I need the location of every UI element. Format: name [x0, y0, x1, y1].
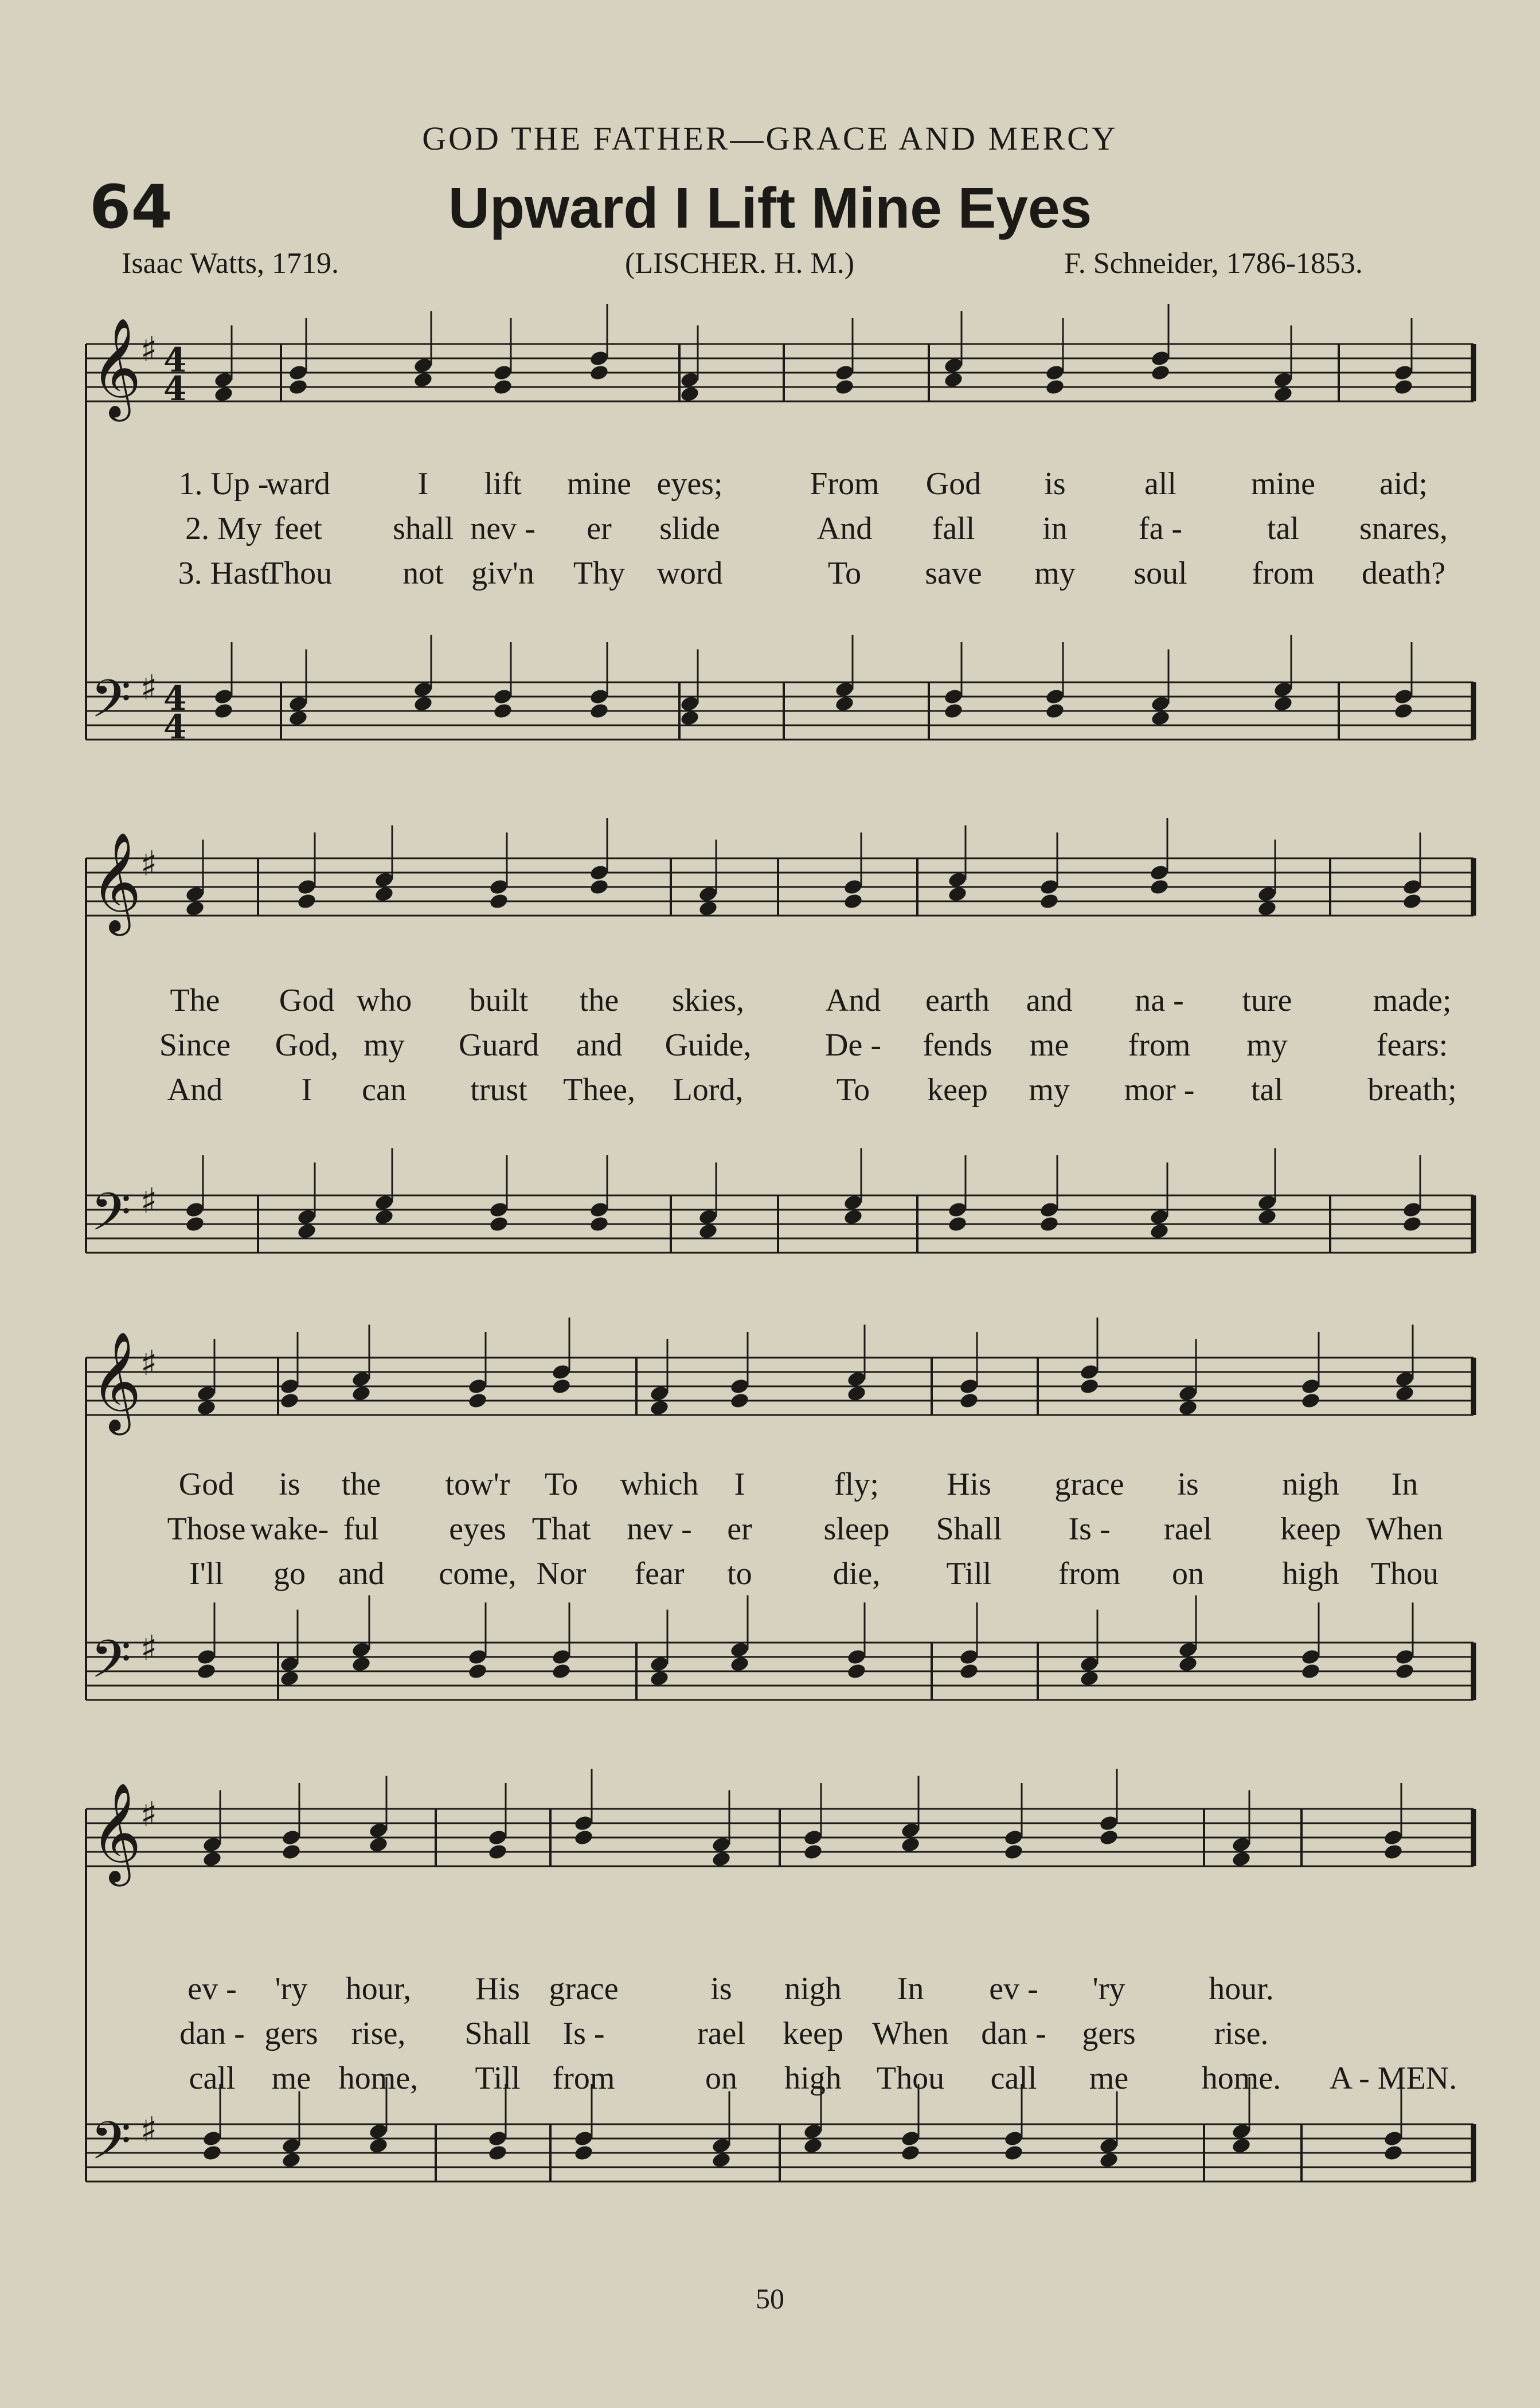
- note-head: [1394, 1385, 1415, 1402]
- key-signature: ♯: [140, 1343, 158, 1383]
- lyric-syllable: home,: [338, 2061, 419, 2096]
- clef-symbol: 𝄢: [91, 1629, 131, 1702]
- time-signature: 4: [163, 369, 187, 408]
- lyric-syllable: trust: [470, 1072, 527, 1108]
- lyric-syllable: dan -: [179, 2016, 245, 2051]
- lyric-syllable: call: [990, 2061, 1037, 2096]
- note-head: [213, 702, 234, 720]
- note-head: [729, 1392, 750, 1410]
- lyric-syllable: To: [836, 1072, 870, 1108]
- lyric-syllable: me: [1089, 2061, 1129, 2096]
- lyric-syllable: A - MEN.: [1329, 2061, 1457, 2096]
- note-head: [1383, 1843, 1404, 1861]
- lyric-syllable: Thou: [876, 2061, 945, 2096]
- note-head: [1149, 878, 1170, 896]
- lyric-syllable: my: [1029, 1072, 1070, 1108]
- lyric-syllable: From: [810, 466, 880, 502]
- note-head: [1150, 709, 1171, 727]
- lyric-syllable: who: [356, 983, 412, 1018]
- lyric-syllable: When: [1366, 1511, 1443, 1547]
- note-head: [1273, 385, 1293, 403]
- note-head: [1383, 2144, 1404, 2162]
- lyric-syllable: fa -: [1138, 511, 1183, 546]
- note-head: [1178, 1655, 1198, 1673]
- lyric-syllable: Thou: [1370, 1556, 1439, 1592]
- lyric-syllable: And: [825, 983, 881, 1018]
- clef-symbol: 𝄢: [91, 1182, 131, 1255]
- note-head: [487, 2144, 508, 2162]
- note-head: [1003, 1843, 1024, 1861]
- note-head: [1099, 2151, 1119, 2169]
- key-signature: ♯: [140, 330, 158, 370]
- note-head: [729, 1655, 750, 1673]
- lyric-syllable: my: [1034, 556, 1076, 591]
- author-credit: Isaac Watts, 1719.: [122, 247, 339, 280]
- lyric-syllable: 'ry: [1092, 1971, 1125, 2007]
- lyric-syllable: gers: [264, 2016, 318, 2051]
- lyric-syllable: 'ry: [275, 1971, 308, 2007]
- note-head: [288, 709, 308, 727]
- lyric-syllable: fear: [634, 1556, 685, 1592]
- note-head: [589, 702, 609, 720]
- lyric-syllable: God: [925, 466, 982, 502]
- note-head: [943, 371, 964, 389]
- lyric-syllable: To: [544, 1467, 579, 1502]
- lyric-syllable: When: [872, 2016, 949, 2051]
- note-head: [1300, 1392, 1321, 1410]
- lyric-syllable: ture: [1242, 983, 1292, 1018]
- lyric-line: [0, 1555, 1540, 1596]
- time-signature: 4: [163, 707, 187, 746]
- note-head: [589, 878, 609, 896]
- hymn-title: Upward I Lift Mine Eyes: [448, 176, 1092, 240]
- lyric-syllable: fends: [923, 1027, 992, 1063]
- note-head: [959, 1392, 979, 1410]
- tune-meter: (LISCHER. H. M.): [625, 247, 855, 280]
- lyric-line: [0, 1511, 1540, 1551]
- note-head: [843, 1208, 863, 1226]
- lyric-syllable: Lord,: [673, 1072, 744, 1108]
- lyric-syllable: on: [705, 2061, 737, 2096]
- lyric-syllable: I: [301, 1072, 312, 1108]
- lyric-syllable: fall: [932, 511, 975, 546]
- lyric-syllable: 2. My: [185, 511, 262, 546]
- note-head: [589, 364, 609, 382]
- note-head: [900, 2144, 921, 2162]
- lyric-syllable: word: [656, 556, 723, 591]
- note-head: [374, 885, 394, 903]
- lyric-syllable: nigh: [1282, 1467, 1339, 1502]
- note-head: [900, 1836, 921, 1854]
- lyric-syllable: tow'r: [445, 1467, 510, 1502]
- lyric-syllable: ward: [266, 466, 330, 502]
- lyric-syllable: I: [417, 466, 429, 502]
- lyric-syllable: come,: [439, 1556, 517, 1592]
- note-head: [1273, 695, 1293, 713]
- note-head: [493, 378, 513, 396]
- lyric-syllable: eyes: [449, 1511, 506, 1547]
- clef-symbol: 𝄞: [91, 1331, 142, 1431]
- lyric-syllable: Shall: [936, 1511, 1002, 1547]
- lyric-syllable: and: [1026, 983, 1073, 1018]
- note-head: [711, 2151, 732, 2169]
- lyric-syllable: The: [170, 983, 220, 1018]
- note-head: [843, 893, 863, 910]
- note-head: [649, 1670, 670, 1687]
- lyric-syllable: sleep: [823, 1511, 890, 1547]
- lyric-syllable: er: [727, 1511, 752, 1547]
- lyric-syllable: can: [362, 1072, 407, 1108]
- lyric-syllable: rael: [697, 2016, 745, 2051]
- lyric-syllable: in: [1042, 511, 1068, 546]
- lyric-syllable: Thee,: [563, 1072, 635, 1108]
- lyric-syllable: Is -: [562, 2016, 605, 2051]
- note-head: [698, 1222, 718, 1240]
- lyric-syllable: tal: [1251, 1072, 1283, 1108]
- note-head: [1039, 1215, 1060, 1233]
- lyric-syllable: keep: [783, 2016, 843, 2051]
- note-head: [279, 1392, 300, 1410]
- lyric-syllable: is: [1177, 1467, 1199, 1502]
- lyric-line: [0, 982, 1540, 1022]
- key-signature: ♯: [140, 2110, 158, 2150]
- lyric-syllable: nev -: [627, 1511, 692, 1547]
- lyric-syllable: is: [279, 1467, 300, 1502]
- lyric-syllable: Is -: [1068, 1511, 1111, 1547]
- lyric-syllable: mine: [567, 466, 631, 502]
- note-head: [1402, 893, 1422, 910]
- note-head: [202, 1850, 222, 1868]
- lyric-syllable: fears:: [1376, 1027, 1448, 1063]
- note-head: [351, 1655, 372, 1673]
- lyric-syllable: from: [1128, 1027, 1191, 1063]
- lyric-syllable: I: [734, 1467, 745, 1502]
- lyric-syllable: His: [947, 1467, 991, 1502]
- lyric-syllable: not: [402, 556, 444, 591]
- lyric-syllable: That: [531, 1511, 591, 1547]
- lyric-syllable: ev -: [989, 1971, 1038, 2007]
- note-head: [281, 1843, 302, 1861]
- time-signature: 4: [163, 679, 187, 718]
- lyric-syllable: my: [1246, 1027, 1288, 1063]
- note-head: [1231, 1850, 1252, 1868]
- lyric-line: [0, 510, 1540, 550]
- lyric-syllable: God: [178, 1467, 234, 1502]
- lyric-syllable: Till: [475, 2061, 521, 2096]
- lyric-syllable: mine: [1251, 466, 1315, 502]
- note-head: [1393, 378, 1414, 396]
- note-head: [711, 1850, 732, 1868]
- section-title: GOD THE FATHER—GRACE AND MERCY: [422, 120, 1118, 157]
- lyric-syllable: Since: [159, 1027, 231, 1063]
- note-head: [589, 1215, 609, 1233]
- note-head: [288, 378, 308, 396]
- lyric-syllable: 1. Up -: [178, 466, 269, 502]
- lyric-syllable: tal: [1267, 511, 1299, 546]
- lyric-syllable: call: [189, 2061, 236, 2096]
- note-head: [1231, 2137, 1252, 2155]
- lyric-syllable: eyes;: [656, 466, 723, 502]
- clef-symbol: 𝄢: [91, 2110, 131, 2184]
- lyric-syllable: aid;: [1379, 466, 1428, 502]
- lyric-syllable: which: [620, 1467, 699, 1502]
- lyric-syllable: snares,: [1359, 511, 1448, 546]
- key-signature: ♯: [140, 1628, 158, 1668]
- lyric-syllable: God: [279, 983, 335, 1018]
- key-signature: ♯: [140, 668, 158, 708]
- lyric-syllable: feet: [274, 511, 322, 546]
- note-head: [1393, 702, 1414, 720]
- lyric-syllable: De -: [825, 1027, 881, 1063]
- note-head: [1257, 1208, 1277, 1226]
- key-signature: ♯: [140, 1181, 158, 1221]
- key-signature: ♯: [140, 1795, 158, 1835]
- lyric-syllable: from: [552, 2061, 615, 2096]
- lyric-syllable: and: [576, 1027, 623, 1063]
- note-head: [1300, 1663, 1321, 1680]
- note-head: [196, 1663, 217, 1680]
- composer-credit: F. Schneider, 1786-1853.: [1064, 247, 1363, 280]
- lyric-syllable: Guard: [459, 1027, 539, 1063]
- lyric-syllable: is: [1044, 466, 1066, 502]
- note-head: [551, 1663, 572, 1680]
- lyric-syllable: to: [727, 1556, 752, 1592]
- note-head: [185, 900, 205, 917]
- note-head: [351, 1385, 372, 1402]
- note-head: [368, 1836, 389, 1854]
- lyric-line: [0, 2060, 1540, 2100]
- lyric-syllable: built: [469, 983, 529, 1018]
- lyric-syllable: er: [587, 511, 612, 546]
- note-head: [1149, 1222, 1170, 1240]
- lyric-syllable: earth: [925, 983, 990, 1018]
- lyric-syllable: soul: [1133, 556, 1187, 591]
- note-head: [213, 385, 234, 403]
- lyric-syllable: Thy: [573, 556, 626, 591]
- lyric-syllable: rise.: [1214, 2016, 1269, 2051]
- lyric-syllable: grace: [549, 1971, 619, 2007]
- note-head: [488, 893, 509, 910]
- note-head: [368, 2137, 389, 2155]
- note-head: [1150, 364, 1171, 382]
- lyric-syllable: In: [897, 1971, 924, 2007]
- note-head: [467, 1663, 488, 1680]
- lyric-syllable: save: [925, 556, 982, 591]
- lyric-syllable: high: [1282, 1556, 1339, 1592]
- note-head: [1079, 1670, 1100, 1687]
- page-number: 50: [756, 2282, 784, 2315]
- note-head: [1003, 2144, 1024, 2162]
- note-head: [1039, 893, 1060, 910]
- lyric-syllable: from: [1252, 556, 1315, 591]
- lyric-syllable: In: [1391, 1467, 1418, 1502]
- lyric-syllable: die,: [832, 1556, 881, 1592]
- lyric-syllable: I'll: [189, 1556, 224, 1592]
- clef-symbol: 𝄞: [91, 832, 142, 932]
- lyric-syllable: the: [341, 1467, 381, 1502]
- note-head: [846, 1385, 867, 1402]
- note-head: [467, 1392, 488, 1410]
- lyric-syllable: dan -: [981, 2016, 1046, 2051]
- lyric-syllable: breath;: [1367, 1072, 1457, 1108]
- lyric-syllable: my: [363, 1027, 405, 1063]
- note-head: [649, 1399, 670, 1417]
- lyric-syllable: ful: [343, 1511, 380, 1547]
- lyric-syllable: hour.: [1209, 1971, 1274, 2007]
- note-head: [679, 709, 700, 727]
- lyric-syllable: hour,: [345, 1971, 412, 2007]
- lyric-line: [0, 1466, 1540, 1506]
- note-head: [834, 378, 855, 396]
- note-head: [185, 1215, 205, 1233]
- clef-symbol: 𝄢: [91, 669, 131, 742]
- note-head: [487, 1843, 508, 1861]
- note-head: [1079, 1378, 1100, 1395]
- lyric-syllable: shall: [393, 511, 454, 546]
- note-head: [374, 1208, 394, 1226]
- note-head: [196, 1399, 217, 1417]
- note-head: [296, 1222, 317, 1240]
- lyric-syllable: God,: [275, 1027, 339, 1063]
- note-head: [551, 1378, 572, 1395]
- note-head: [947, 885, 968, 903]
- clef-symbol: 𝄞: [91, 318, 142, 417]
- note-head: [296, 893, 317, 910]
- lyric-line: [0, 1027, 1540, 1067]
- lyric-syllable: home.: [1201, 2061, 1281, 2096]
- lyric-syllable: death?: [1361, 556, 1446, 591]
- note-head: [279, 1670, 300, 1687]
- note-head: [959, 1663, 979, 1680]
- lyric-syllable: me: [1029, 1027, 1069, 1063]
- lyric-syllable: wake-: [250, 1511, 329, 1547]
- note-head: [679, 385, 700, 403]
- lyric-line: [0, 1971, 1540, 2011]
- lyric-syllable: lift: [484, 466, 522, 502]
- lyric-syllable: Those: [167, 1511, 246, 1547]
- hymn-number: 64: [89, 172, 173, 242]
- lyric-syllable: me: [271, 2061, 311, 2096]
- note-head: [1257, 900, 1277, 917]
- note-head: [698, 900, 718, 917]
- lyric-syllable: To: [827, 556, 862, 591]
- note-head: [1099, 1829, 1119, 1847]
- lyric-syllable: from: [1058, 1556, 1121, 1592]
- lyric-syllable: high: [784, 2061, 842, 2096]
- lyric-syllable: slide: [659, 511, 720, 546]
- lyric-syllable: the: [579, 983, 619, 1018]
- note-head: [413, 695, 433, 713]
- note-head: [846, 1663, 867, 1680]
- lyric-syllable: Till: [946, 1556, 992, 1592]
- note-head: [493, 702, 513, 720]
- lyric-syllable: giv'n: [471, 556, 534, 591]
- lyric-syllable: Guide,: [665, 1027, 752, 1063]
- clef-symbol: 𝄞: [91, 1782, 142, 1882]
- lyric-syllable: nev -: [470, 511, 536, 546]
- lyric-syllable: rael: [1164, 1511, 1212, 1547]
- note-head: [1394, 1663, 1415, 1680]
- lyric-line: [0, 555, 1540, 595]
- lyric-syllable: His: [475, 1971, 520, 2007]
- note-head: [413, 371, 433, 389]
- lyric-syllable: ev -: [187, 1971, 237, 2007]
- time-signature: 4: [163, 341, 187, 380]
- lyric-syllable: mor -: [1124, 1072, 1195, 1108]
- lyric-syllable: And: [167, 1072, 223, 1108]
- lyric-syllable: 3. Hast: [178, 556, 269, 591]
- key-signature: ♯: [140, 844, 158, 884]
- lyric-syllable: keep: [1280, 1511, 1341, 1547]
- lyric-syllable: go: [273, 1556, 306, 1592]
- lyric-syllable: gers: [1082, 2016, 1136, 2051]
- lyric-syllable: all: [1144, 466, 1177, 502]
- lyric-syllable: and: [338, 1556, 385, 1592]
- lyric-syllable: Shall: [464, 2016, 531, 2051]
- note-head: [1045, 378, 1065, 396]
- note-head: [573, 2144, 594, 2162]
- note-head: [1045, 702, 1065, 720]
- note-head: [943, 702, 964, 720]
- lyric-line: [0, 466, 1540, 506]
- lyric-syllable: rise,: [351, 2016, 406, 2051]
- lyric-syllable: grace: [1054, 1467, 1124, 1502]
- lyric-syllable: keep: [927, 1072, 988, 1108]
- lyric-syllable: skies,: [672, 983, 744, 1018]
- note-head: [281, 2151, 302, 2169]
- lyric-syllable: is: [710, 1971, 732, 2007]
- note-head: [803, 1843, 823, 1861]
- lyric-syllable: Thou: [264, 556, 333, 591]
- note-head: [488, 1215, 509, 1233]
- note-head: [1402, 1215, 1422, 1233]
- lyric-syllable: fly;: [834, 1467, 879, 1502]
- note-head: [947, 1215, 968, 1233]
- note-head: [1178, 1399, 1198, 1417]
- lyric-syllable: made;: [1373, 983, 1452, 1018]
- note-head: [834, 695, 855, 713]
- lyric-syllable: na -: [1135, 983, 1184, 1018]
- lyric-syllable: on: [1172, 1556, 1204, 1592]
- note-head: [803, 2137, 823, 2155]
- lyric-syllable: And: [816, 511, 873, 546]
- note-head: [202, 2144, 222, 2162]
- lyric-syllable: nigh: [784, 1971, 842, 2007]
- lyric-line: [0, 1072, 1540, 1112]
- note-head: [573, 1829, 594, 1847]
- lyric-syllable: Nor: [536, 1556, 587, 1592]
- lyric-line: [0, 2015, 1540, 2055]
